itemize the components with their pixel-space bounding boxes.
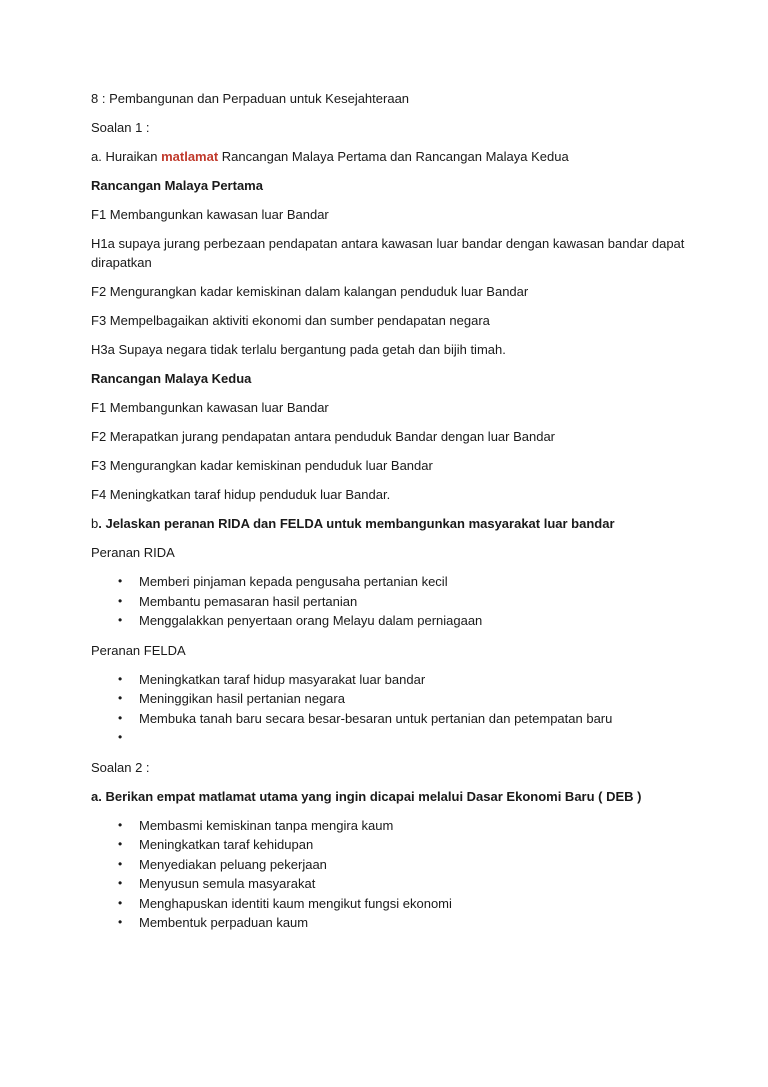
list-item-text: Membantu pemasaran hasil pertanian <box>139 593 358 609</box>
list-item-text: Menggalakkan penyertaan orang Melayu dalam perniagaan <box>139 613 483 628</box>
bullet-icon: • <box>118 817 123 832</box>
list-item <box>91 816 691 836</box>
list-item-text: Membasmi kemiskinan tanpa mengira kaum <box>139 817 394 833</box>
list-item <box>91 670 691 690</box>
deb-list <box>91 816 691 933</box>
list-item <box>91 913 691 933</box>
question-1a-highlight: matlamat <box>161 149 219 164</box>
rmk-f4: F4 Meningkatkan taraf hidup penduduk luar Bandar. <box>91 487 391 502</box>
list-item-text: Menyusun semula masyarakat <box>139 876 316 891</box>
rida-list <box>91 572 691 631</box>
list-item-text: Memberi pinjaman kepada pengusaha pertanian kecil <box>139 574 448 589</box>
list-item-text: Meningkatkan taraf kehidupan <box>139 837 314 852</box>
bullet-icon: • <box>118 574 123 588</box>
question-1a-prefix: a. Huraikan <box>91 149 162 164</box>
list-item-text: Membentuk perpaduan kaum <box>139 915 309 930</box>
list-item <box>91 572 691 592</box>
document-page <box>91 89 691 943</box>
bullet-icon: • <box>118 710 123 725</box>
list-item <box>91 874 691 894</box>
soalan-1-label: Soalan 1 : <box>91 120 150 135</box>
rmp-h3a: H3a Supaya negara tidak terlalu bergantung pada getah dan bijih timah. <box>91 342 506 357</box>
list-item-text: Menghapuskan identiti kaum mengikut fungsi ekonomi <box>139 895 452 911</box>
bullet-icon: • <box>118 895 123 910</box>
rmp-h1a: H1a supaya jurang perbezaan pendapatan antara kawasan luar bandar dengan kawasan bandar dapat dirapatkan <box>91 236 685 270</box>
list-item-text: Meningkatkan taraf hidup masyarakat luar bandar <box>139 671 426 687</box>
bullet-icon: • <box>118 876 123 890</box>
soalan-2-label: Soalan 2 : <box>91 759 150 775</box>
question-1b <box>91 514 691 533</box>
list-item-text: Menyediakan peluang pekerjaan <box>139 856 327 872</box>
list-item-text: Membuka tanah baru secara besar-besaran untuk pertanian dan petempatan baru <box>139 710 613 726</box>
felda-title: Peranan FELDA <box>91 642 186 658</box>
rmp-f2: F2 Mengurangkan kadar kemiskinan dalam kalangan penduduk luar Bandar <box>91 284 529 299</box>
bullet-icon: • <box>118 915 123 929</box>
list-item <box>91 592 691 612</box>
rmp-f1: F1 Membangunkan kawasan luar Bandar <box>91 207 329 222</box>
question-1b-prefix: b <box>91 516 99 531</box>
question-1a-suffix: Rancangan Malaya Pertama dan Rancangan Malaya Kedua <box>218 149 569 164</box>
rmk-f1: F1 Membangunkan kawasan luar Bandar <box>91 400 329 415</box>
bullet-icon: • <box>118 593 123 608</box>
bullet-icon: • <box>118 837 123 851</box>
question-1b-text: . Jelaskan peranan RIDA dan FELDA untuk membangunkan masyarakat luar bandar <box>98 516 615 531</box>
list-item-text: Meninggikan hasil pertanian negara <box>139 691 345 706</box>
list-item <box>91 855 691 875</box>
list-item <box>91 728 691 748</box>
list-item <box>91 894 691 914</box>
bullet-icon: • <box>118 671 123 686</box>
bullet-icon: • <box>118 613 123 627</box>
felda-list <box>91 670 691 748</box>
bullet-icon: • <box>118 691 123 705</box>
list-item <box>91 709 691 729</box>
rmp-title: Rancangan Malaya Pertama <box>91 178 263 193</box>
rmk-f2: F2 Merapatkan jurang pendapatan antara penduduk Bandar dengan luar Bandar <box>91 429 556 444</box>
bullet-icon: • <box>118 856 123 871</box>
rmk-title: Rancangan Malaya Kedua <box>91 371 252 386</box>
chapter-heading: 8 : Pembangunan dan Perpaduan untuk Kesejahteraan <box>91 91 410 106</box>
bullet-icon: • <box>118 730 123 744</box>
question-1a <box>91 147 691 166</box>
list-item <box>91 689 691 709</box>
list-item <box>91 835 691 855</box>
question-2a: a. Berikan empat matlamat utama yang ingin dicapai melalui Dasar Ekonomi Baru ( DEB ) <box>91 788 642 804</box>
rmp-f3: F3 Mempelbagaikan aktiviti ekonomi dan sumber pendapatan negara <box>91 313 490 328</box>
list-item <box>91 611 691 631</box>
rmk-f3: F3 Mengurangkan kadar kemiskinan penduduk luar Bandar <box>91 458 433 473</box>
rida-title: Peranan RIDA <box>91 545 175 560</box>
